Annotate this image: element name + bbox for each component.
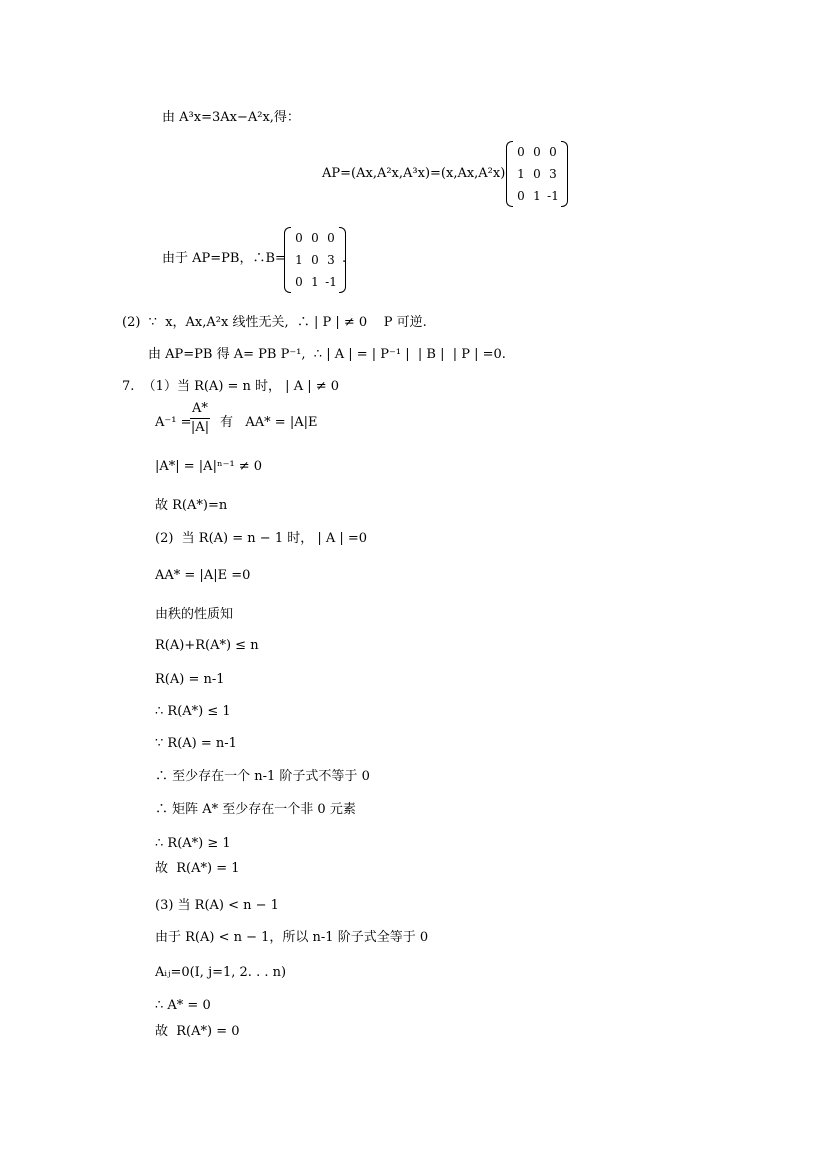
case-2-line-6: ∵ R(A) = n-1 (155, 736, 237, 751)
matrix-cell: 0 (533, 145, 541, 159)
matrix-1-grid (513, 141, 561, 207)
matrix-cell: 1 (295, 253, 303, 267)
matrix-cell: 1 (311, 275, 319, 289)
inverse-rhs: 有 AA* = |A|E (220, 415, 318, 430)
equation-line-1: 由 A³x=3Ax−A²x,得： (162, 110, 300, 125)
fraction-denominator: |A| (190, 420, 210, 435)
left-paren (284, 227, 291, 293)
matrix-cell: 0 (533, 167, 541, 181)
matrix-cell: 0 (327, 231, 335, 245)
inverse-lhs: A⁻¹ = (155, 415, 192, 430)
case-2-line-4: R(A) = n-1 (155, 672, 225, 687)
equation-b: 由于 AP=PB，∴B= (162, 251, 286, 266)
matrix-cell: 0 (517, 145, 525, 159)
matrix-cell: 1 (533, 189, 541, 203)
matrix-cell: 0 (295, 231, 303, 245)
matrix-1 (506, 141, 568, 207)
case-2-line-1: AA* = |A|E =0 (155, 568, 251, 583)
matrix-2-period: . (342, 251, 347, 266)
adjugate-det-line: |A*| = |A|ⁿ⁻¹ ≠ 0 (155, 459, 263, 474)
part-2-line: (2) ∵ x，Ax,A²x 线性无关, ∴ | P | ≠ 0 P 可逆. (122, 315, 427, 330)
matrix-cell: 0 (517, 189, 525, 203)
case-2-line-3: R(A)+R(A*) ≤ n (155, 638, 259, 653)
matrix-cell: 0 (295, 275, 303, 289)
matrix-cell: 0 (311, 253, 319, 267)
fraction-numerator: A* (192, 401, 208, 416)
case-2-line-7: ∴ 至少存在一个 n-1 阶子式不等于 0 (155, 769, 370, 784)
conclusion-2: 故 R(A*) = 1 (155, 861, 240, 876)
case-2-heading: (2) 当 R(A) = n − 1 时， | A | =0 (155, 531, 368, 546)
case-2-line-8: ∴ 矩阵 A* 至少存在一个非 0 元素 (155, 802, 356, 817)
case-3-line-3: ∴ A* = 0 (155, 998, 211, 1013)
matrix-cell: 3 (549, 167, 557, 181)
case-3-line-2: Aᵢⱼ=0(I, j=1, 2. . . n) (155, 965, 287, 980)
case-2-line-2: 由秩的性质知 (155, 607, 234, 622)
problem-7-heading: 7. （1）当 R(A) = n 时， | A | ≠ 0 (122, 379, 340, 394)
matrix-cell: 0 (549, 145, 557, 159)
case-3-line-1: 由于 R(A) < n − 1，所以 n-1 阶子式全等于 0 (155, 930, 429, 945)
matrix-cell: -1 (325, 275, 337, 289)
matrix-cell: 0 (311, 231, 319, 245)
matrix-2 (284, 227, 346, 293)
matrix-cell: 1 (517, 167, 525, 181)
case-2-line-9: ∴ R(A*) ≥ 1 (155, 836, 231, 851)
equation-ap: AP=(Ax,A²x,A³x)=(x,Ax,A²x) (322, 166, 506, 181)
matrix-cell: -1 (547, 189, 559, 203)
case-2-line-5: ∴ R(A*) ≤ 1 (155, 704, 231, 719)
determinant-line: 由 AP=PB 得 A= PB P⁻¹, ∴ | A | = | P⁻¹ | | B | | P | =0. (148, 347, 506, 362)
right-paren (561, 141, 568, 207)
conclusion-1: 故 R(A*)=n (155, 498, 228, 513)
case-3-heading: (3) 当 R(A) < n − 1 (155, 898, 279, 913)
left-paren (506, 141, 513, 207)
matrix-2-grid (291, 227, 339, 293)
matrix-cell: 3 (327, 253, 335, 267)
fraction-bar (190, 418, 210, 419)
conclusion-3: 故 R(A*) = 0 (155, 1024, 240, 1039)
